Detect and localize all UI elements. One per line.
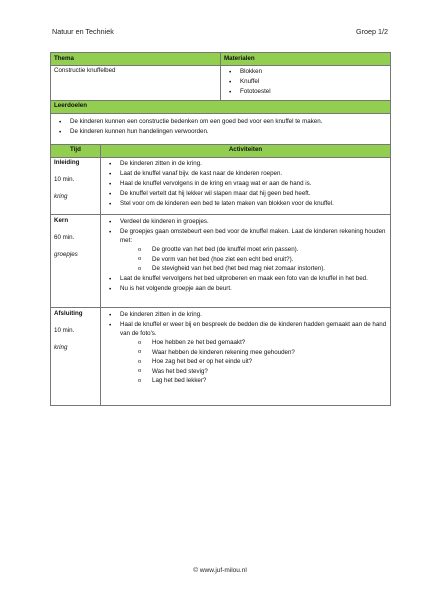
phase-time-cell xyxy=(51,157,101,214)
activity-subitem: o De vorm van het bed (hoe ziet een echt bed eruit?). xyxy=(136,256,387,265)
activity-item xyxy=(104,180,387,189)
thema-value: Constructie knuffelbed xyxy=(51,65,221,100)
activity-subitem: o Hoe zag het bed er op het einde uit? xyxy=(136,358,387,367)
leerdoel-item: • De kinderen kunnen een constructie bedenken om een goed bed voor een knuffel te maken. xyxy=(54,118,387,127)
activity-text: De groepjes gaan omstebeurt een bed voor de knuffel maken. Laat de kinderen rekening houden met: xyxy=(120,227,386,244)
activity-text: Laat de knuffel vanaf bijv. de kast naar de kinderen roepen. xyxy=(120,170,283,178)
phase-duration: 10 min. xyxy=(54,326,75,334)
activity-item xyxy=(104,200,387,209)
lesson-plan-table xyxy=(50,52,391,406)
activity-item xyxy=(104,321,387,386)
group-label: Groep 1/2 xyxy=(356,27,388,36)
activity-subitem: o Waar hebben de kinderen rekening mee gehouden? xyxy=(136,349,387,358)
activity-subitem: o De grootte van het bed (de knuffel moet erin passen). xyxy=(136,246,387,255)
phase-form: kring xyxy=(54,193,68,201)
phase-title: Afsluiting xyxy=(54,309,83,317)
materialen-header: Materialen xyxy=(221,53,391,66)
activity-item xyxy=(104,311,387,320)
materialen-cell xyxy=(221,65,391,100)
leerdoel-item: • De kinderen kunnen hun handelingen verwoorden. xyxy=(54,128,387,137)
activity-item xyxy=(104,218,387,227)
activity-text: Verdeel de kinderen in groepjes. xyxy=(120,217,209,225)
phase-time-cell xyxy=(51,308,101,406)
leerdoelen-header: Leerdoelen xyxy=(51,100,391,113)
subject-title: Natuur en Techniek xyxy=(52,27,114,36)
activity-text: De kinderen zitten in de kring. xyxy=(120,310,202,318)
activity-text: Laat de knuffel vervolgens het bed uitproberen en maak een foto van de knuffel in het bed. xyxy=(120,275,368,283)
phase-form: groepjes xyxy=(54,250,78,258)
footer-credit: © www.juf-milou.nl xyxy=(193,567,247,574)
phase-form: kring xyxy=(54,343,68,351)
phase-title: Kern xyxy=(54,216,69,224)
tijd-header: Tijd xyxy=(51,144,101,157)
activity-text: Haal de knuffel vervolgens in de kring en vraag wat er aan de hand is. xyxy=(120,180,312,188)
phase-duration: 10 min. xyxy=(54,176,75,184)
activity-item xyxy=(104,228,387,274)
activity-item xyxy=(104,170,387,179)
activity-subitem: o Was het bed stevig? xyxy=(136,368,387,377)
phase-row xyxy=(51,215,391,308)
materialen-item: • Fototoestel xyxy=(224,88,387,97)
activity-text: De knuffel vertelt dat hij lekker wil slapen maar dat hij geen bed heeft. xyxy=(120,190,311,198)
phase-activities-cell xyxy=(101,157,391,214)
activity-subitem: o Lag het bed lekker? xyxy=(136,377,387,386)
phase-duration: 60 min. xyxy=(54,233,75,241)
activity-text: De kinderen zitten in de kring. xyxy=(120,160,202,168)
page-header xyxy=(52,27,388,36)
phase-time-cell xyxy=(51,215,101,308)
phase-title: Inleiding xyxy=(54,159,80,167)
leerdoelen-cell xyxy=(51,113,391,144)
activity-text: Nu is het volgende groepje aan de beurt. xyxy=(120,285,232,293)
materialen-item: • Knuffel xyxy=(224,78,387,87)
activity-item xyxy=(104,190,387,199)
phase-row xyxy=(51,308,391,406)
thema-header: Thema xyxy=(51,53,221,66)
phase-rows xyxy=(51,157,391,405)
activity-item xyxy=(104,160,387,169)
activity-text: Stel voor om de kinderen een bed te laten maken van blokken voor de knuffel. xyxy=(120,200,334,208)
phase-row xyxy=(51,157,391,214)
activity-subitem: o De stevigheid van het bed (het bed mag niet zomaar instorten). xyxy=(136,265,387,274)
activity-item xyxy=(104,275,387,284)
activiteiten-header: Activiteiten xyxy=(101,144,391,157)
phase-activities-cell xyxy=(101,215,391,308)
materialen-item: • Blokken xyxy=(224,68,387,77)
activity-subitem: o Hoe hebben ze het bed gemaakt? xyxy=(136,339,387,348)
phase-activities-cell xyxy=(101,308,391,406)
activity-text: Haal de knuffel er weer bij en bespreek de bedden die de kinderen hadden gemaakt aan de hand van de foto's. xyxy=(120,320,387,337)
activity-item xyxy=(104,285,387,294)
